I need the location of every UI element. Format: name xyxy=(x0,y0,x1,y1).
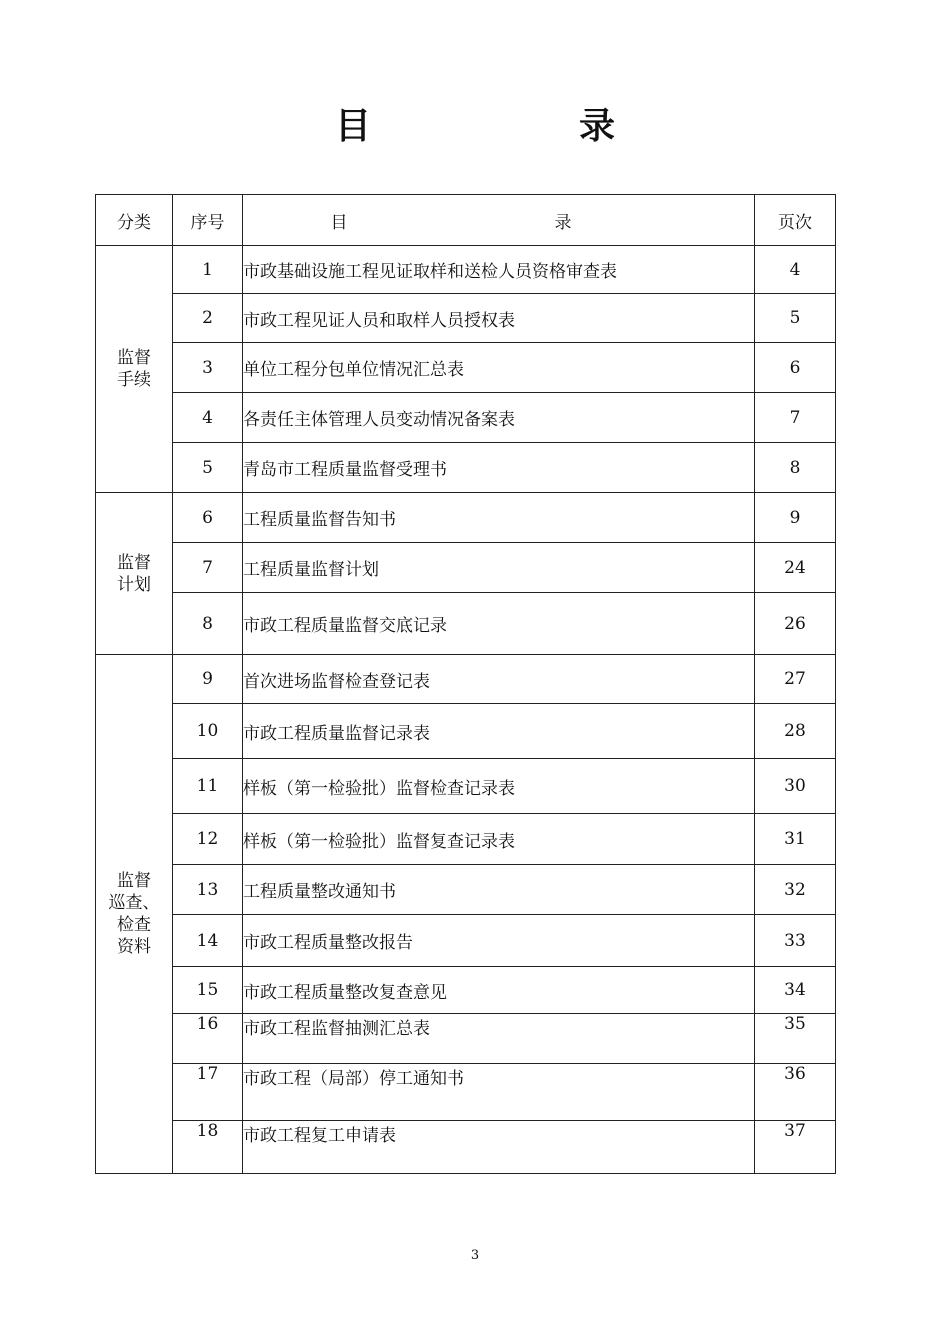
table-row xyxy=(96,759,836,814)
row-number: 15 xyxy=(173,967,243,1014)
page-title: 目 录 xyxy=(334,106,701,147)
row-page: 31 xyxy=(755,814,836,865)
row-title: 工程质量整改通知书 xyxy=(243,865,755,915)
row-page: 37 xyxy=(755,1121,836,1174)
toc-header-row xyxy=(96,195,836,246)
row-number: 17 xyxy=(173,1064,243,1121)
row-number: 8 xyxy=(173,593,243,655)
row-number: 5 xyxy=(173,443,243,493)
table-row xyxy=(96,967,836,1014)
row-number: 10 xyxy=(173,704,243,759)
row-page: 6 xyxy=(755,343,836,393)
table-row xyxy=(96,294,836,343)
row-title: 市政工程复工申请表 xyxy=(243,1121,755,1174)
row-number: 3 xyxy=(173,343,243,393)
row-title: 首次进场监督检查登记表 xyxy=(243,655,755,704)
row-title: 市政基础设施工程见证取样和送检人员资格审查表 xyxy=(243,246,755,294)
table-row xyxy=(96,814,836,865)
row-number: 13 xyxy=(173,865,243,915)
table-row xyxy=(96,1121,836,1174)
row-page: 5 xyxy=(755,294,836,343)
row-page: 34 xyxy=(755,967,836,1014)
table-row xyxy=(96,493,836,543)
header-category: 分类 xyxy=(96,195,173,246)
table-row xyxy=(96,915,836,967)
toc-table xyxy=(95,194,836,1174)
table-row xyxy=(96,1014,836,1064)
row-page: 8 xyxy=(755,443,836,493)
row-number: 6 xyxy=(173,493,243,543)
row-number: 11 xyxy=(173,759,243,814)
row-title: 单位工程分包单位情况汇总表 xyxy=(243,343,755,393)
row-title: 市政工程（局部）停工通知书 xyxy=(243,1064,755,1121)
row-number: 18 xyxy=(173,1121,243,1174)
row-title: 工程质量监督计划 xyxy=(243,543,755,593)
row-title: 市政工程见证人员和取样人员授权表 xyxy=(243,294,755,343)
row-number: 7 xyxy=(173,543,243,593)
row-number: 1 xyxy=(173,246,243,294)
row-title: 各责任主体管理人员变动情况备案表 xyxy=(243,393,755,443)
row-title: 市政工程质量监督交底记录 xyxy=(243,593,755,655)
header-page: 页次 xyxy=(755,195,836,246)
row-page: 35 xyxy=(755,1014,836,1064)
row-page: 27 xyxy=(755,655,836,704)
table-row xyxy=(96,655,836,704)
row-page: 28 xyxy=(755,704,836,759)
row-title: 市政工程质量监督记录表 xyxy=(243,704,755,759)
row-number: 16 xyxy=(173,1014,243,1064)
row-page: 32 xyxy=(755,865,836,915)
row-title: 市政工程质量整改复查意见 xyxy=(243,967,755,1014)
page-number: 3 xyxy=(470,1248,480,1263)
row-page: 26 xyxy=(755,593,836,655)
row-number: 2 xyxy=(173,294,243,343)
row-title: 市政工程质量整改报告 xyxy=(243,915,755,967)
row-number: 9 xyxy=(173,655,243,704)
row-page: 30 xyxy=(755,759,836,814)
table-row xyxy=(96,593,836,655)
row-page: 7 xyxy=(755,393,836,443)
row-number: 12 xyxy=(173,814,243,865)
category-cell: 监督 手续 xyxy=(96,246,173,493)
row-page: 36 xyxy=(755,1064,836,1121)
row-page: 9 xyxy=(755,493,836,543)
table-row xyxy=(96,704,836,759)
row-title: 市政工程监督抽测汇总表 xyxy=(243,1014,755,1064)
table-row xyxy=(96,1064,836,1121)
header-title: 目 录 xyxy=(243,195,755,246)
table-row xyxy=(96,543,836,593)
row-number: 14 xyxy=(173,915,243,967)
row-title: 样板（第一检验批）监督复查记录表 xyxy=(243,814,755,865)
table-row xyxy=(96,865,836,915)
row-title: 青岛市工程质量监督受理书 xyxy=(243,443,755,493)
row-page: 24 xyxy=(755,543,836,593)
row-number: 4 xyxy=(173,393,243,443)
header-number: 序号 xyxy=(173,195,243,246)
table-row xyxy=(96,246,836,294)
table-row xyxy=(96,343,836,393)
row-page: 4 xyxy=(755,246,836,294)
row-title: 工程质量监督告知书 xyxy=(243,493,755,543)
row-page: 33 xyxy=(755,915,836,967)
row-title: 样板（第一检验批）监督检查记录表 xyxy=(243,759,755,814)
table-row xyxy=(96,393,836,443)
category-cell: 监督 计划 xyxy=(96,493,173,655)
category-cell: 监督 巡查、 检查 资料 xyxy=(96,655,173,1174)
table-row xyxy=(96,443,836,493)
